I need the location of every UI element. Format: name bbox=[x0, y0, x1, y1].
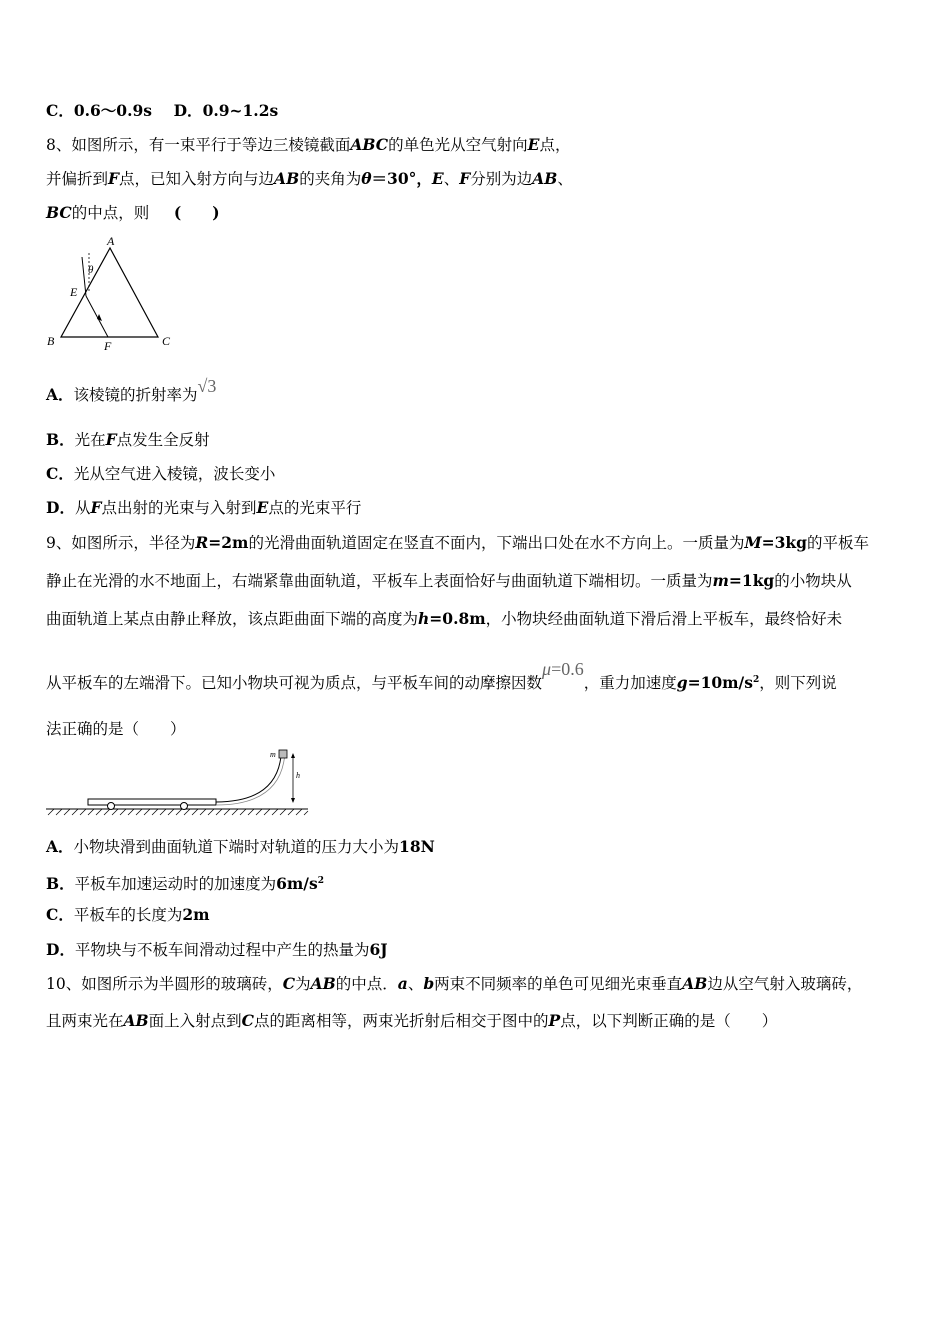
curved-track bbox=[216, 756, 281, 802]
q9-stem-line2 bbox=[46, 571, 852, 591]
q10-text: 且两束光在 bbox=[46, 1012, 124, 1030]
q9-stem-line3 bbox=[46, 609, 842, 629]
q7-options bbox=[46, 101, 278, 121]
q8-option-a bbox=[46, 376, 217, 405]
q8-stem-line3 bbox=[46, 203, 220, 223]
q9-var: h bbox=[418, 609, 430, 628]
q10-var: b bbox=[423, 974, 435, 993]
q8-text: 、 bbox=[443, 170, 460, 188]
q8-stem-line2 bbox=[46, 169, 573, 189]
q8-stem-line1 bbox=[46, 135, 571, 155]
q9-stem-line5 bbox=[46, 719, 186, 739]
q8-theta: θ bbox=[361, 169, 372, 188]
option-label: C． bbox=[46, 905, 74, 924]
label-f: F bbox=[104, 339, 112, 353]
small-block bbox=[279, 750, 287, 758]
q9-option-b bbox=[46, 871, 324, 894]
q8-option-c bbox=[46, 464, 275, 484]
label-m: m bbox=[270, 750, 276, 759]
q7-opt-c-value: 0.6～0.9s bbox=[73, 101, 153, 120]
height-arrow-bottom bbox=[291, 798, 295, 803]
q8-bc: BC bbox=[46, 203, 72, 222]
q10-var: C bbox=[241, 1011, 255, 1030]
q9-var: g bbox=[676, 673, 688, 692]
q9-text: 从平板车的左端滑下。已知小物块可视为质点，与平板车间的动摩擦因数 bbox=[46, 674, 543, 692]
q9-text: 法正确的是（ ） bbox=[46, 720, 186, 738]
q9-number: 9、 bbox=[46, 534, 72, 552]
q10-text: 两束不同频率的单色可见细光束垂直 bbox=[434, 975, 683, 993]
cart-wheel-right bbox=[181, 803, 188, 810]
q8-option-d bbox=[46, 498, 361, 518]
mu-symbol: μ bbox=[542, 659, 552, 679]
q8-answer-paren: ( ) bbox=[173, 203, 220, 222]
q8-text: 的单色光从空气射向 bbox=[388, 136, 528, 154]
q8-ab: AB bbox=[274, 169, 300, 188]
q10-text: 、 bbox=[407, 975, 424, 993]
q8-text: 并偏折到 bbox=[46, 170, 109, 188]
option-text: 平物块与不板车间滑动过程中产生的热量为 bbox=[74, 941, 370, 959]
q9-text: 曲面轨道上某点由静止释放，该点距曲面下端的高度为 bbox=[46, 610, 419, 628]
option-label: B． bbox=[46, 430, 75, 449]
q10-text: 如图所示为半圆形的玻璃砖， bbox=[81, 975, 283, 993]
q8-prism-figure bbox=[44, 233, 180, 353]
option-label: D． bbox=[46, 940, 75, 959]
q8-e: E bbox=[431, 169, 444, 188]
label-h: h bbox=[296, 771, 300, 780]
q9-text: 如图所示，半径为 bbox=[71, 534, 196, 552]
q9-text: 的小物块从 bbox=[774, 572, 852, 590]
q10-var: AB bbox=[682, 974, 708, 993]
option-text: 点出射的光束与入射到 bbox=[101, 499, 257, 517]
q9-text: 静止在光滑的水不地面上，右端紧靠曲面轨道，平板车上表面恰好与曲面轨道下端相切。一质量为 bbox=[46, 572, 713, 590]
option-text: 平板车加速运动时的加速度为 bbox=[74, 875, 277, 893]
option-var: F bbox=[90, 498, 102, 517]
q9-stem-line4 bbox=[46, 659, 837, 693]
q8-ab: AB bbox=[532, 169, 558, 188]
option-var: F bbox=[105, 430, 117, 449]
q10-var: AB bbox=[310, 974, 336, 993]
q10-var: a bbox=[397, 974, 408, 993]
q9-var: R bbox=[195, 533, 209, 552]
incident-ray bbox=[82, 257, 86, 296]
q9-value: =1kg bbox=[728, 571, 775, 590]
q10-text: 点，以下判断正确的是（ ） bbox=[560, 1012, 778, 1030]
q9-value: =3kg bbox=[761, 533, 808, 552]
q8-f: F bbox=[459, 169, 471, 188]
q8-text: 的夹角为 bbox=[299, 170, 362, 188]
height-arrow-top bbox=[291, 753, 295, 758]
label-e: E bbox=[70, 285, 78, 299]
option-text: 平板车的长度为 bbox=[73, 906, 183, 924]
option-label: A． bbox=[46, 385, 74, 404]
label-theta: θ bbox=[88, 264, 94, 276]
option-text: 点发生全反射 bbox=[116, 431, 210, 449]
q10-var: AB bbox=[123, 1011, 149, 1030]
q8-text: 、 bbox=[557, 170, 573, 188]
q9-mu bbox=[542, 661, 584, 679]
q7-opt-d-value: 0.9~1.2s bbox=[202, 101, 279, 120]
q7-opt-c-label: C． bbox=[46, 101, 74, 120]
option-text: 从 bbox=[74, 499, 91, 517]
q9-value: =2m bbox=[208, 533, 249, 552]
cart-wheel-left bbox=[108, 803, 115, 810]
ray-arrow bbox=[97, 314, 102, 321]
q9-value: =10m/s bbox=[687, 673, 753, 692]
q9-var: M bbox=[744, 533, 762, 552]
mu-value: =0.6 bbox=[551, 659, 584, 679]
option-text: 小物块滑到曲面轨道下端时对轨道的压力大小为 bbox=[73, 838, 400, 856]
option-value: 6m/s bbox=[276, 874, 318, 893]
q8-abc: ABC bbox=[350, 135, 389, 154]
option-text: 该棱镜的折射率为 bbox=[73, 386, 198, 404]
option-sup: 2 bbox=[317, 876, 324, 886]
q9-value: =0.8m bbox=[429, 609, 486, 628]
option-label: C． bbox=[46, 464, 74, 483]
q9-sup: 2 bbox=[752, 675, 760, 685]
q9-var: m bbox=[712, 571, 729, 590]
option-var: E bbox=[256, 498, 269, 517]
q8-number: 8、 bbox=[46, 136, 72, 154]
q9-text: ，重力加速度 bbox=[583, 674, 677, 692]
q10-text: 边从空气射入玻璃砖， bbox=[707, 975, 863, 993]
sqrt3-value: √3 bbox=[197, 376, 217, 396]
q7-opt-d-label: D． bbox=[173, 101, 203, 120]
option-label: B． bbox=[46, 874, 75, 893]
label-c: C bbox=[162, 334, 171, 348]
q8-f: F bbox=[108, 169, 120, 188]
q9-stem-line1 bbox=[46, 533, 869, 553]
q8-option-b bbox=[46, 430, 210, 450]
q10-var: C bbox=[282, 974, 296, 993]
q8-text: 点，已知入射方向与边 bbox=[119, 170, 275, 188]
cart-body bbox=[88, 799, 216, 805]
q9-option-c bbox=[46, 905, 210, 925]
q9-text: ，则下列说 bbox=[759, 674, 837, 692]
label-b: B bbox=[47, 334, 55, 348]
q8-text: 点， bbox=[539, 136, 571, 154]
option-value: 18N bbox=[399, 837, 435, 856]
q10-var: P bbox=[548, 1011, 561, 1030]
q8-e: E bbox=[527, 135, 540, 154]
q9-option-d bbox=[46, 940, 388, 960]
ground-hatch bbox=[48, 809, 308, 815]
q9-text: 的平板车 bbox=[807, 534, 870, 552]
q10-text: 面上入射点到 bbox=[148, 1012, 242, 1030]
q8-angle: ＝30°， bbox=[371, 169, 432, 188]
q8-text: 分别为边 bbox=[470, 170, 533, 188]
q10-text: 的中点． bbox=[335, 975, 398, 993]
q10-stem-line1 bbox=[46, 974, 862, 994]
option-label: A． bbox=[46, 837, 74, 856]
option-value: 6J bbox=[369, 940, 388, 959]
q9-track-figure bbox=[44, 746, 312, 818]
q8-text: 的中点，则 bbox=[71, 204, 150, 222]
q10-text: 点的距离相等，两束光折射后相交于图中的 bbox=[254, 1012, 549, 1030]
q9-option-a bbox=[46, 837, 435, 857]
q10-stem-line2 bbox=[46, 1011, 777, 1031]
option-value: 2m bbox=[182, 905, 210, 924]
refracted-ray bbox=[86, 296, 108, 337]
option-text: 点的光束平行 bbox=[268, 499, 362, 517]
q8-text: 如图所示，有一束平行于等边三棱镜截面 bbox=[71, 136, 351, 154]
q10-text: 为 bbox=[295, 975, 311, 993]
option-text: 光从空气进入棱镜，波长变小 bbox=[73, 465, 276, 483]
q10-number: 10、 bbox=[46, 975, 82, 993]
q9-text: ，小物块经曲面轨道下滑后滑上平板车，最终恰好未 bbox=[485, 610, 843, 628]
option-text: 光在 bbox=[74, 431, 106, 449]
option-label: D． bbox=[46, 498, 75, 517]
q9-text: 的光滑曲面轨道固定在竖直不面内，下端出口处在水不方向上。一质量为 bbox=[248, 534, 745, 552]
label-a: A bbox=[107, 234, 115, 248]
